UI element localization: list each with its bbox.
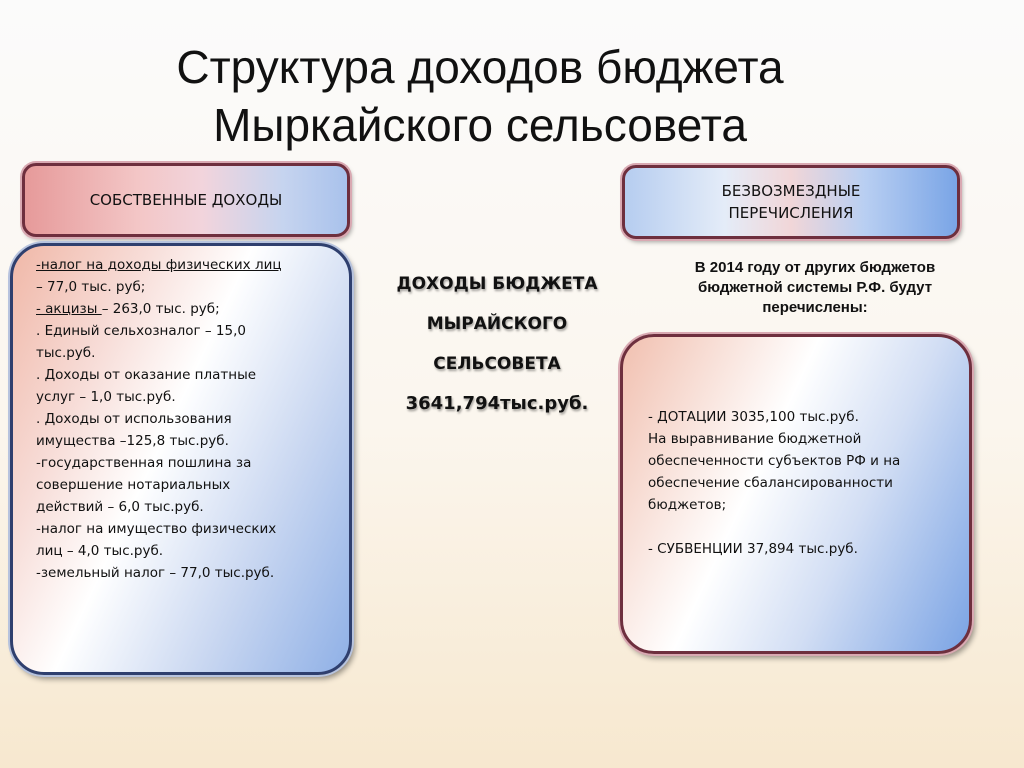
own-income-line: имущества –125,8 тыс.руб. [36, 433, 229, 449]
transfers-spacer [648, 516, 948, 538]
own-income-line: -земельный налог – 77,0 тыс.руб. [36, 565, 275, 581]
transfers-line: На выравнивание бюджетной [648, 431, 862, 447]
own-income-line: -налог на доходы физических лиц [36, 257, 282, 273]
own-income-line [36, 298, 326, 320]
transfers-line: бюджетов; [648, 497, 727, 513]
transfers-line: обеспеченности субъектов РФ и на [648, 453, 901, 469]
own-income-line: действий – 6,0 тыс.руб. [36, 499, 204, 515]
transfers-note [650, 258, 980, 318]
own-income-line: лиц – 4,0 тыс.руб. [36, 543, 164, 559]
transfers-header [622, 165, 960, 239]
budget-total-line-3: СЕЛЬСОВЕТА [433, 354, 561, 374]
excise-label: - акцизы [36, 301, 102, 317]
transfers-header-line-2: ПЕРЕЧИСЛЕНИЯ [728, 204, 854, 222]
budget-total-amount: 3641,794тыс.руб. [405, 393, 589, 414]
slide-title [100, 38, 860, 154]
budget-total-line-2: МЫРАЙСКОГО [426, 314, 568, 334]
own-income-header-label: СОБСТВЕННЫЕ ДОХОДЫ [89, 191, 283, 209]
budget-total-line-1: ДОХОДЫ БЮДЖЕТА [396, 274, 598, 294]
transfers-list [648, 406, 948, 560]
own-income-line: -налог на имущество физических [36, 521, 277, 537]
slide-title-line-2: Мыркайского сельсовета [213, 99, 747, 151]
own-income-line: . Доходы от оказание платные [36, 367, 257, 383]
excise-value: – 263,0 тыс. руб; [101, 301, 220, 317]
transfers-line: - СУБВЕНЦИИ 37,894 тыс.руб. [648, 541, 858, 557]
own-income-line: совершение нотариальных [36, 477, 231, 493]
own-income-line: – 77,0 тыс. руб; [36, 279, 146, 295]
own-income-line: тыс.руб. [36, 345, 96, 361]
own-income-list [36, 254, 326, 584]
own-income-line: услуг – 1,0 тыс.руб. [36, 389, 176, 405]
budget-total [372, 264, 622, 424]
transfers-header-label [722, 180, 861, 224]
own-income-line: . Единый сельхозналог – 15,0 [36, 323, 246, 339]
own-income-header [22, 163, 350, 237]
transfers-note-line-2: бюджетной системы Р.Ф. будут [697, 279, 933, 296]
transfers-note-line-1: В 2014 году от других бюджетов [694, 259, 936, 276]
transfers-line: обеспечение сбалансированности [648, 475, 893, 491]
own-income-line: . Доходы от использования [36, 411, 232, 427]
transfers-note-line-3: перечислены: [762, 299, 868, 316]
slide-title-line-1: Структура доходов бюджета [176, 41, 784, 93]
transfers-line: - ДОТАЦИИ 3035,100 тыс.руб. [648, 409, 859, 425]
transfers-header-line-1: БЕЗВОЗМЕЗДНЫЕ [721, 182, 861, 200]
own-income-line: -государственная пошлина за [36, 455, 252, 471]
